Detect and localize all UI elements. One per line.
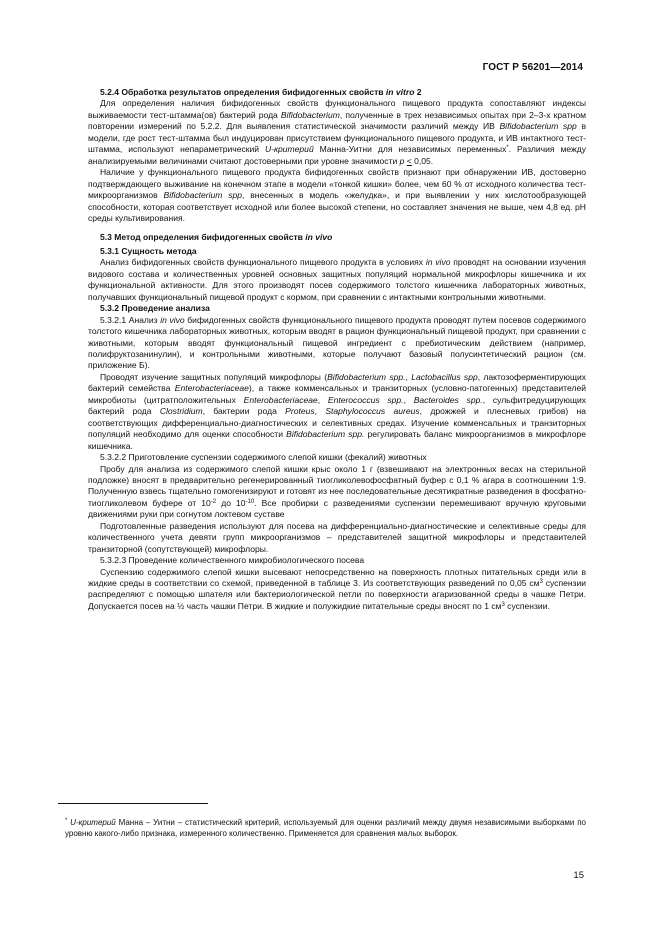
section-5-3-2-2-paragraph-2: Подготовленные разведения используют для посева на дифференциально-диагностические и селективные среды для количественного учета девяти групп микроорганизмов – представителей защитной микрофлоры и представителей транзиторной (сопутствующей) микрофлоры. (88, 520, 586, 554)
section-5-3-1-paragraph: Анализ бифидогенных свойств функционального пищевого продукта в условиях in vivo проводят на основании изучения видового состава и количественных уровней основных защитных популяций нормальной микрофлоры кишечника и их функциональной активности. Для этого производят посев содержимого толстого кишечника лабораторных животных, получавших функциональный пищевой продукт с кормом, при сравнении с интактными контрольными животными. (88, 257, 586, 302)
section-5-2-4-paragraph-1: Для определения наличия бифидогенных свойств функционального пищевого продукта сопоставляют индексы выживаемости тест-штамма(ов) бактерий рода Bifidobacterium, полученные в трех независимых опытах при 2–3-х кратном повторении измерений по 5.2.2. Для выявления статистической значимости различий между ИВ Bifidobacterium spp в модели, где рост тест-штамма был индуцирован присутствием функционального пищевого продукта, и ИВ интактного тест-штамма, используют непараметрический U-критерий Манна-Уитни для независимых переменных*. Различия между анализируемыми величинами считают достоверными при уровне значимости р < 0,05. (88, 98, 587, 166)
section-5-3-heading: 5.3 Метод определения бифидогенных свойств in vivo (100, 232, 333, 243)
footnote-text: * U-критерий Манна – Уитни – статистический критерий, используемый для оценки различий между двумя независимыми выборками по уровню какого-либо признака, измеренного количественно. Применяется для сравнения малых выборок. (65, 818, 586, 839)
section-5-3-2-1-paragraph-2: Проводят изучение защитных популяций микрофлоры (Bifidobacterium spp., Lactobacillus spp, лактозоферментирующих бактерий семейства Enterobacteriaceae), а также комменсальных и транзиторных (условно-патогенных) представителей микробиоты (цитратположительных Enterobacteriaceae, Enterococcus spp., Bacteroides spp., сульфитредуцирующих бактерий рода Clostridium, бактерии рода Proteus, Staphylococcus aureus, дрожжей и плесневых грибов) на соответствующих дифференциально-диагностических и селективных средах. Изучение комменсальных и транзиторных популяций необходимо для оценки способности Bifidobacterium spp. регулировать баланс микроорганизмов в микрофлоре кишечника. (88, 371, 587, 451)
document-id-header: ГОСТ Р 56201—2014 (482, 62, 583, 73)
section-5-3-2-1-paragraph: 5.3.2.1 Анализ in vivo бифидогенных свойств функционального пищевого продукта проводят путем посевов содержимого толстого кишечника лабораторных животных, которым вводят в рацион функциональный пищевой продукт, при сравнении с животными, которым вводят функциональный пищевой ингредиент с пребиотическим действием (например, полифруктозанинулин), и контрольными животными, которые получают базовый полусинтетический рацион (см. приложение Б). (88, 314, 586, 371)
footnote (65, 809, 586, 847)
section-5-3-2-2-paragraph-1: Пробу для анализа из содержимого слепой кишки крыс около 1 г (взвешивают на электронных весах на стерильной подложке) вносят в предварительно регенерированный тиогликолевофосфатный буфер с 0,1 % агара в соотношении 1:9. Полученную взвесь тщательно гомогенизируют и готовят из нее последовательные десятикратные разведения в фосфатно-тиогликолевом буфере от $10^{-2}$ до $10^{-10}$. Все пробирки с разведениями суспензии перемешивают вручную круговыми движениями руки при согнутом локтевом суставе (88, 463, 586, 520)
page-body (88, 87, 586, 612)
section-5-3-2-3-paragraph: Суспензию содержимого слепой кишки высевают непосредственно на поверхность плотных питательных среди или в жидкие среды в соответствии со схемой, приведенной в таблице 3. Из соответствующих разведений по 0,05 $см^3$ суспензии распределяют с помощью шпателя или бактериологической петли по поверхности агаризованной среды в чашке Петри. Допускается посев на ½ часть чашки Петри. В жидкие и полужидкие питательные среды вносят по 1 $см^3$ суспензии. (88, 566, 587, 611)
section-5-3-1-heading: 5.3.1 Сущность метода (100, 245, 197, 256)
page-number: 15 (573, 870, 584, 881)
section-5-3-2-heading: 5.3.2 Проведение анализа (100, 303, 210, 314)
section-5-2-4-heading: 5.2.4 Обработка результатов определения бифидогенных свойств in vitro 2 (100, 87, 422, 97)
section-5-3-2-3-heading: 5.3.2.3 Проведение количественного микробиологического посева (100, 555, 365, 566)
section-5-3-2-2-heading: 5.3.2.2 Приготовление суспензии содержимого слепой кишки (фекалий) животных (100, 452, 427, 463)
section-5-2-4-paragraph-2: Наличие у функционального пищевого продукта бифидогенных свойств признают при обнаружении ИВ, достоверно подтверждающего выживание на конечном этапе в модели «тонкой кишки» более, чем 60 % от исходного количества тест-микроорганизмов Bifidobacterium spp, внесенных в модель «желудка», и при выявлении у них кислотообразующей способности, которая соответствует исходной или более высокой степени, но составляет значения не выше, чем 4,8 ед. pH среды культивирования. (88, 167, 586, 223)
footnote-separator (58, 803, 208, 804)
